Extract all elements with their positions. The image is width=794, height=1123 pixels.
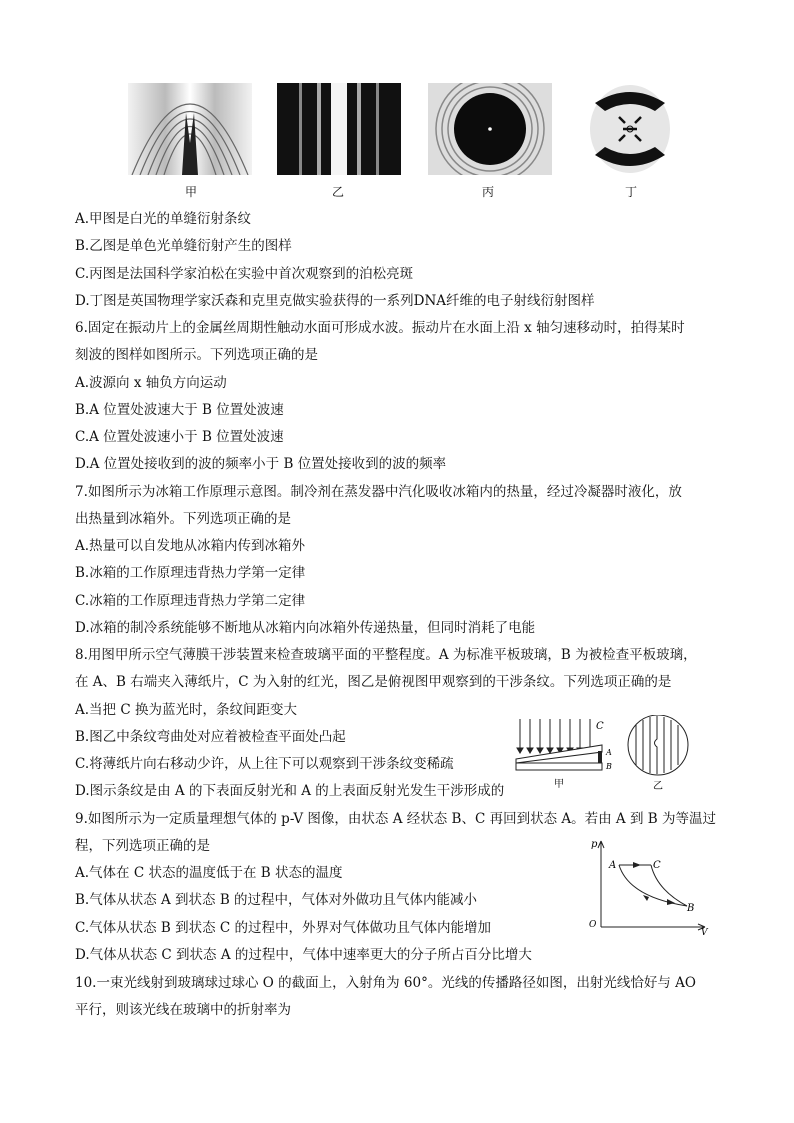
q7-stem-line2: 出热量到冰箱外。下列选项正确的是 [75, 511, 291, 527]
q9-fig-label-c: C [653, 860, 661, 871]
q5-option-a: A.甲图是白光的单缝衍射条纹 [75, 211, 252, 227]
q8-option-a: A.当把 C 换为蓝光时，条纹间距变大 [75, 702, 297, 718]
figure-jia-label: 甲 [185, 185, 198, 199]
q9-fig-label-a: A [609, 860, 617, 871]
q8-option-b: B.图乙中条纹弯曲处对应着被检查平面处凸起 [75, 729, 346, 745]
q7-stem-line1: 7.如图所示为冰箱工作原理示意图。制冷剂在蒸发器中汽化吸收冰箱内的热量，经过冷凝器时液化，放 [75, 484, 682, 500]
q8-stem-line1: 8.用图甲所示空气薄膜干涉装置来检查玻璃平面的平整程度。A 为标准平板玻璃，B 为被检查平板玻璃， [75, 647, 697, 663]
q9-option-c: C.气体从状态 B 到状态 C 的过程中，外界对气体做功且气体内能增加 [75, 920, 492, 936]
q6-stem-line1: 6.固定在振动片上的金属丝周期性触动水面可形成水波。振动片在水面上沿 x 轴匀速移动时，拍得某时 [75, 320, 685, 336]
q9-option-d: D.气体从状态 C 到状态 A 的过程中，气体中速率更大的分子所占百分比增大 [75, 947, 532, 963]
q9-fig-label-v: V [701, 928, 708, 935]
q6-option-d: D.A 位置处接收到的波的频率小于 B 位置处接收到的波的频率 [75, 456, 447, 472]
q10-stem-line2: 平行，则该光线在玻璃中的折射率为 [75, 1002, 291, 1018]
q7-option-a: A.热量可以自发地从冰箱内传到冰箱外 [75, 538, 306, 554]
q7-option-c: C.冰箱的工作原理违背热力学第二定律 [75, 593, 306, 609]
figure-jia-image [128, 83, 252, 175]
q5-option-b: B.乙图是单色光单缝衍射产生的图样 [75, 238, 292, 254]
q9-option-a: A.气体在 C 状态的温度低于在 B 状态的温度 [75, 865, 343, 881]
q8-figure [512, 715, 702, 795]
q7-option-b: B.冰箱的工作原理违背热力学第一定律 [75, 565, 306, 581]
q8-fig-label-b: B [606, 762, 612, 771]
q9-pv-figure [585, 835, 715, 935]
q6-option-a: A.波源向 x 轴负方向运动 [75, 375, 227, 391]
q8-fig-label-jia: 甲 [554, 779, 564, 790]
q9-fig-label-b: B [687, 903, 695, 914]
q6-stem-line2: 刻波的图样如图所示。下列选项正确的是 [75, 347, 318, 363]
figure-ding-label: 丁 [625, 185, 638, 199]
figure-yi-image [277, 83, 401, 175]
q8-stem-line2: 在 A、B 右端夹入薄纸片，C 为入射的红光，图乙是俯视图甲观察到的干涉条纹。下列选项正确的是 [75, 674, 672, 690]
q8-fig-label-a: A [606, 748, 612, 757]
q6-option-b: B.A 位置处波速大于 B 位置处波速 [75, 402, 284, 418]
q9-stem-line1: 9.如图所示为一定质量理想气体的 p-V 图像，由状态 A 经状态 B、C 再回到状态 A。若由 A 到 B 为等温过 [75, 811, 716, 827]
q5-option-c: C.丙图是法国科学家泊松在实验中首次观察到的泊松亮斑 [75, 266, 414, 282]
figure-ding-image [585, 83, 675, 175]
q9-option-b: B.气体从状态 A 到状态 B 的过程中，气体对外做功且气体内能减小 [75, 892, 478, 908]
q9-fig-label-o: O [589, 920, 597, 930]
figure-yi-label: 乙 [332, 185, 345, 199]
q10-stem-line1: 10.一束光线射到玻璃球过球心 O 的截面上，入射角为 60°。光线的传播路径如图，出射光线恰好与 AO [75, 975, 696, 991]
figure-bing-label: 丙 [482, 185, 495, 199]
q8-fig-label-c: C [596, 721, 604, 732]
q8-option-c: C.将薄纸片向右移动少许，从上往下可以观察到干涉条纹变稀疏 [75, 756, 454, 772]
q8-fig-label-yi: 乙 [653, 781, 663, 792]
q5-option-d: D.丁图是英国物理学家沃森和克里克做实验获得的一系列DNA纤维的电子射线衍射图样 [75, 293, 595, 309]
q9-stem-line2: 程，下列选项正确的是 [75, 838, 210, 854]
figure-bing-image [428, 83, 552, 175]
q8-option-d: D.图示条纹是由 A 的下表面反射光和 A 的上表面反射光发生干涉形成的 [75, 783, 505, 799]
q6-option-c: C.A 位置处波速小于 B 位置处波速 [75, 429, 284, 445]
q7-option-d: D.冰箱的制冷系统能够不断地从冰箱内向冰箱外传递热量，但同时消耗了电能 [75, 620, 536, 636]
q9-fig-label-p: p [591, 839, 598, 850]
